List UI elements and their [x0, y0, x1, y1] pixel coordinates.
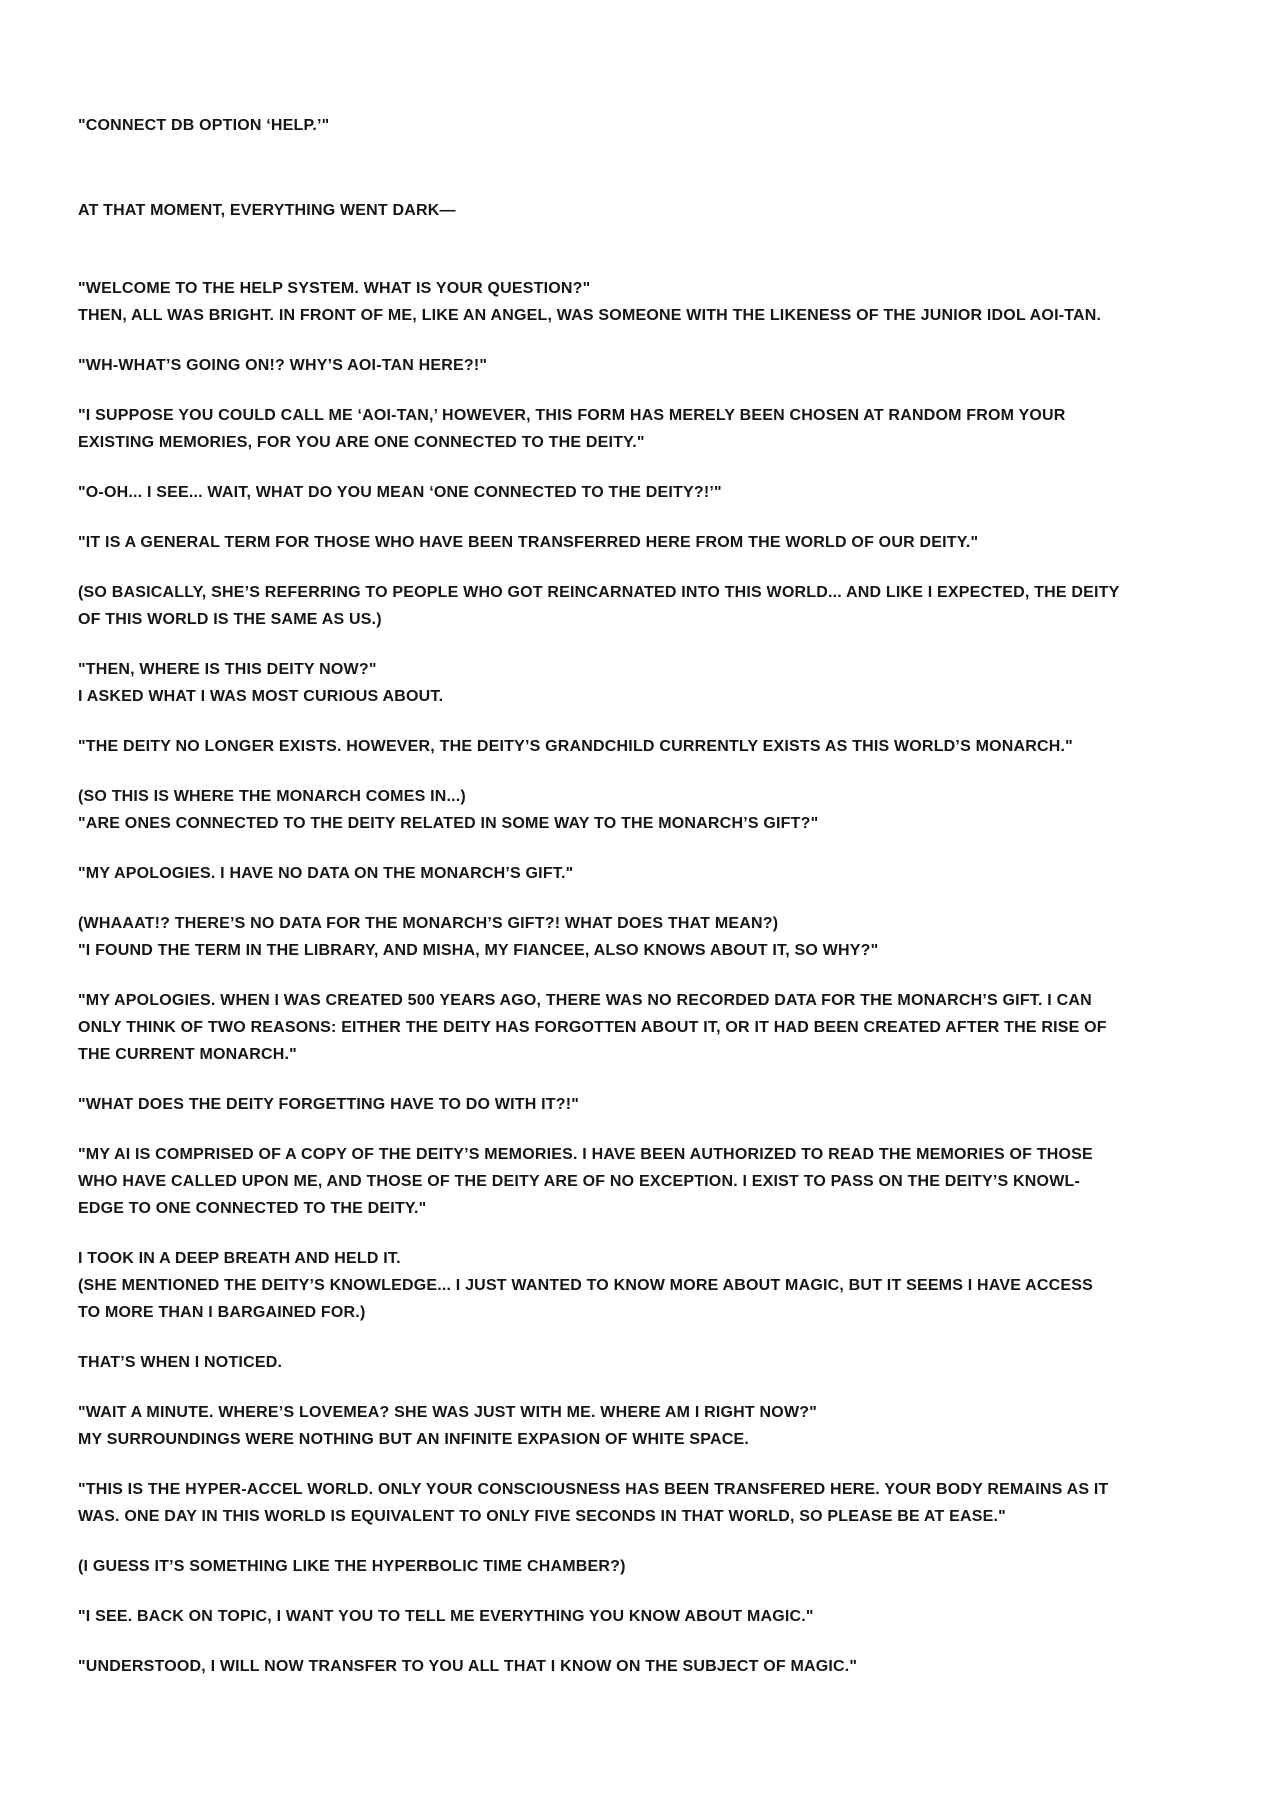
text-line: (I GUESS IT’S SOMETHING LIKE THE HYPERBOLIC TIME CHAMBER?) — [78, 1558, 626, 1575]
paragraph — [78, 1245, 1218, 1326]
text-line: (WHAAAT!? THERE’S NO DATA FOR THE MONARCH’S GIFT?! WHAT DOES THAT MEAN?) — [78, 915, 779, 932]
text-line: "THE DEITY NO LONGER EXISTS. HOWEVER, THE DEITY’S GRANDCHILD CURRENTLY EXISTS AS THIS WORLD’S MONARCH." — [78, 738, 1073, 755]
text-line: (SO THIS IS WHERE THE MONARCH COMES IN...) — [78, 788, 466, 805]
paragraph — [78, 656, 1218, 710]
text-line: EXISTING MEMORIES, FOR YOU ARE ONE CONNECTED TO THE DEITY." — [78, 434, 645, 451]
text-line: "WHAT DOES THE DEITY FORGETTING HAVE TO DO WITH IT?!" — [78, 1096, 580, 1113]
text-line: ONLY THINK OF TWO REASONS: EITHER THE DEITY HAS FORGOTTEN ABOUT IT, OR IT HAD BEEN CREATED AFTER THE RISE OF — [78, 1019, 1107, 1036]
text-line: "THIS IS THE HYPER-ACCEL WORLD. ONLY YOUR CONSCIOUSNESS HAS BEEN TRANSFERED HERE. YOUR BODY REMAINS AS IT — [78, 1481, 1109, 1498]
paragraph — [78, 1603, 1218, 1630]
text-line: "UNDERSTOOD, I WILL NOW TRANSFER TO YOU ALL THAT I KNOW ON THE SUBJECT OF MAGIC." — [78, 1658, 858, 1675]
text-line: "WAIT A MINUTE. WHERE’S LOVEMEA? SHE WAS JUST WITH ME. WHERE AM I RIGHT NOW?" — [78, 1404, 818, 1421]
text-line: I ASKED WHAT I WAS MOST CURIOUS ABOUT. — [78, 688, 444, 705]
text-line: I TOOK IN A DEEP BREATH AND HELD IT. — [78, 1250, 401, 1267]
text-line: "O-OH... I SEE... WAIT, WHAT DO YOU MEAN ‘ONE CONNECTED TO THE DEITY?!’" — [78, 484, 722, 501]
paragraph — [78, 197, 1218, 224]
story-text-content — [78, 112, 1218, 1703]
paragraph — [78, 1141, 1218, 1222]
text-line: THAT’S WHEN I NOTICED. — [78, 1354, 283, 1371]
text-line: (SHE MENTIONED THE DEITY’S KNOWLEDGE... I JUST WANTED TO KNOW MORE ABOUT MAGIC, BUT IT SEEMS I HAVE ACCESS — [78, 1277, 1094, 1294]
paragraph — [78, 783, 1218, 837]
text-line: "WELCOME TO THE HELP SYSTEM. WHAT IS YOUR QUESTION?" — [78, 280, 591, 297]
paragraph — [78, 1653, 1218, 1680]
text-line: THE CURRENT MONARCH." — [78, 1046, 297, 1063]
text-line: "THEN, WHERE IS THIS DEITY NOW?" — [78, 661, 377, 678]
paragraph — [78, 1091, 1218, 1118]
paragraph — [78, 479, 1218, 506]
paragraph — [78, 1349, 1218, 1376]
text-line: "WH-WHAT’S GOING ON!? WHY’S AOI-TAN HERE?!" — [78, 357, 488, 374]
paragraph — [78, 987, 1218, 1068]
text-line: EDGE TO ONE CONNECTED TO THE DEITY." — [78, 1200, 427, 1217]
text-line: "MY APOLOGIES. I HAVE NO DATA ON THE MONARCH’S GIFT." — [78, 865, 574, 882]
paragraph — [78, 910, 1218, 964]
text-line: (SO BASICALLY, SHE’S REFERRING TO PEOPLE WHO GOT REINCARNATED INTO THIS WORLD... AND LIKE I EXPECTED, THE DEITY — [78, 584, 1120, 601]
text-line: OF THIS WORLD IS THE SAME AS US.) — [78, 611, 382, 628]
paragraph — [78, 1399, 1218, 1453]
text-line: "CONNECT DB OPTION ‘HELP.’" — [78, 117, 330, 134]
text-line: WHO HAVE CALLED UPON ME, AND THOSE OF THE DEITY ARE OF NO EXCEPTION. I EXIST TO PASS ON THE DEITY’S KNOWL- — [78, 1173, 1081, 1190]
paragraph — [78, 529, 1218, 556]
paragraph — [78, 579, 1218, 633]
text-line: "IT IS A GENERAL TERM FOR THOSE WHO HAVE BEEN TRANSFERRED HERE FROM THE WORLD OF OUR DEITY." — [78, 534, 979, 551]
paragraph — [78, 352, 1218, 379]
text-line: WAS. ONE DAY IN THIS WORLD IS EQUIVALENT TO ONLY FIVE SECONDS IN THAT WORLD, SO PLEASE BE AT EASE." — [78, 1508, 1006, 1525]
text-line: "I SEE. BACK ON TOPIC, I WANT YOU TO TELL ME EVERYTHING YOU KNOW ABOUT MAGIC." — [78, 1608, 814, 1625]
paragraph — [78, 275, 1218, 329]
paragraph — [78, 112, 1218, 139]
paragraph — [78, 1553, 1218, 1580]
text-line: "MY AI IS COMPRISED OF A COPY OF THE DEITY’S MEMORIES. I HAVE BEEN AUTHORIZED TO READ THE MEMORIES OF THOSE — [78, 1146, 1093, 1163]
text-line: AT THAT MOMENT, EVERYTHING WENT DARK— — [78, 202, 456, 219]
paragraph — [78, 1476, 1218, 1530]
paragraph — [78, 860, 1218, 887]
text-line: "ARE ONES CONNECTED TO THE DEITY RELATED IN SOME WAY TO THE MONARCH’S GIFT?" — [78, 815, 819, 832]
text-line: "I FOUND THE TERM IN THE LIBRARY, AND MISHA, MY FIANCEE, ALSO KNOWS ABOUT IT, SO WHY?" — [78, 942, 879, 959]
text-line: "MY APOLOGIES. WHEN I WAS CREATED 500 YEARS AGO, THERE WAS NO RECORDED DATA FOR THE MONARCH’S GIFT. I CAN — [78, 992, 1092, 1009]
text-line: THEN, ALL WAS BRIGHT. IN FRONT OF ME, LIKE AN ANGEL, WAS SOMEONE WITH THE LIKENESS OF THE JUNIOR IDOL AOI-TAN. — [78, 307, 1102, 324]
paragraph — [78, 402, 1218, 456]
text-line: TO MORE THAN I BARGAINED FOR.) — [78, 1304, 366, 1321]
text-line: MY SURROUNDINGS WERE NOTHING BUT AN INFINITE EXPASION OF WHITE SPACE. — [78, 1431, 750, 1448]
paragraph — [78, 733, 1218, 760]
text-line: "I SUPPOSE YOU COULD CALL ME ‘AOI-TAN,’ HOWEVER, THIS FORM HAS MERELY BEEN CHOSEN AT RANDOM FROM YOUR — [78, 407, 1066, 424]
